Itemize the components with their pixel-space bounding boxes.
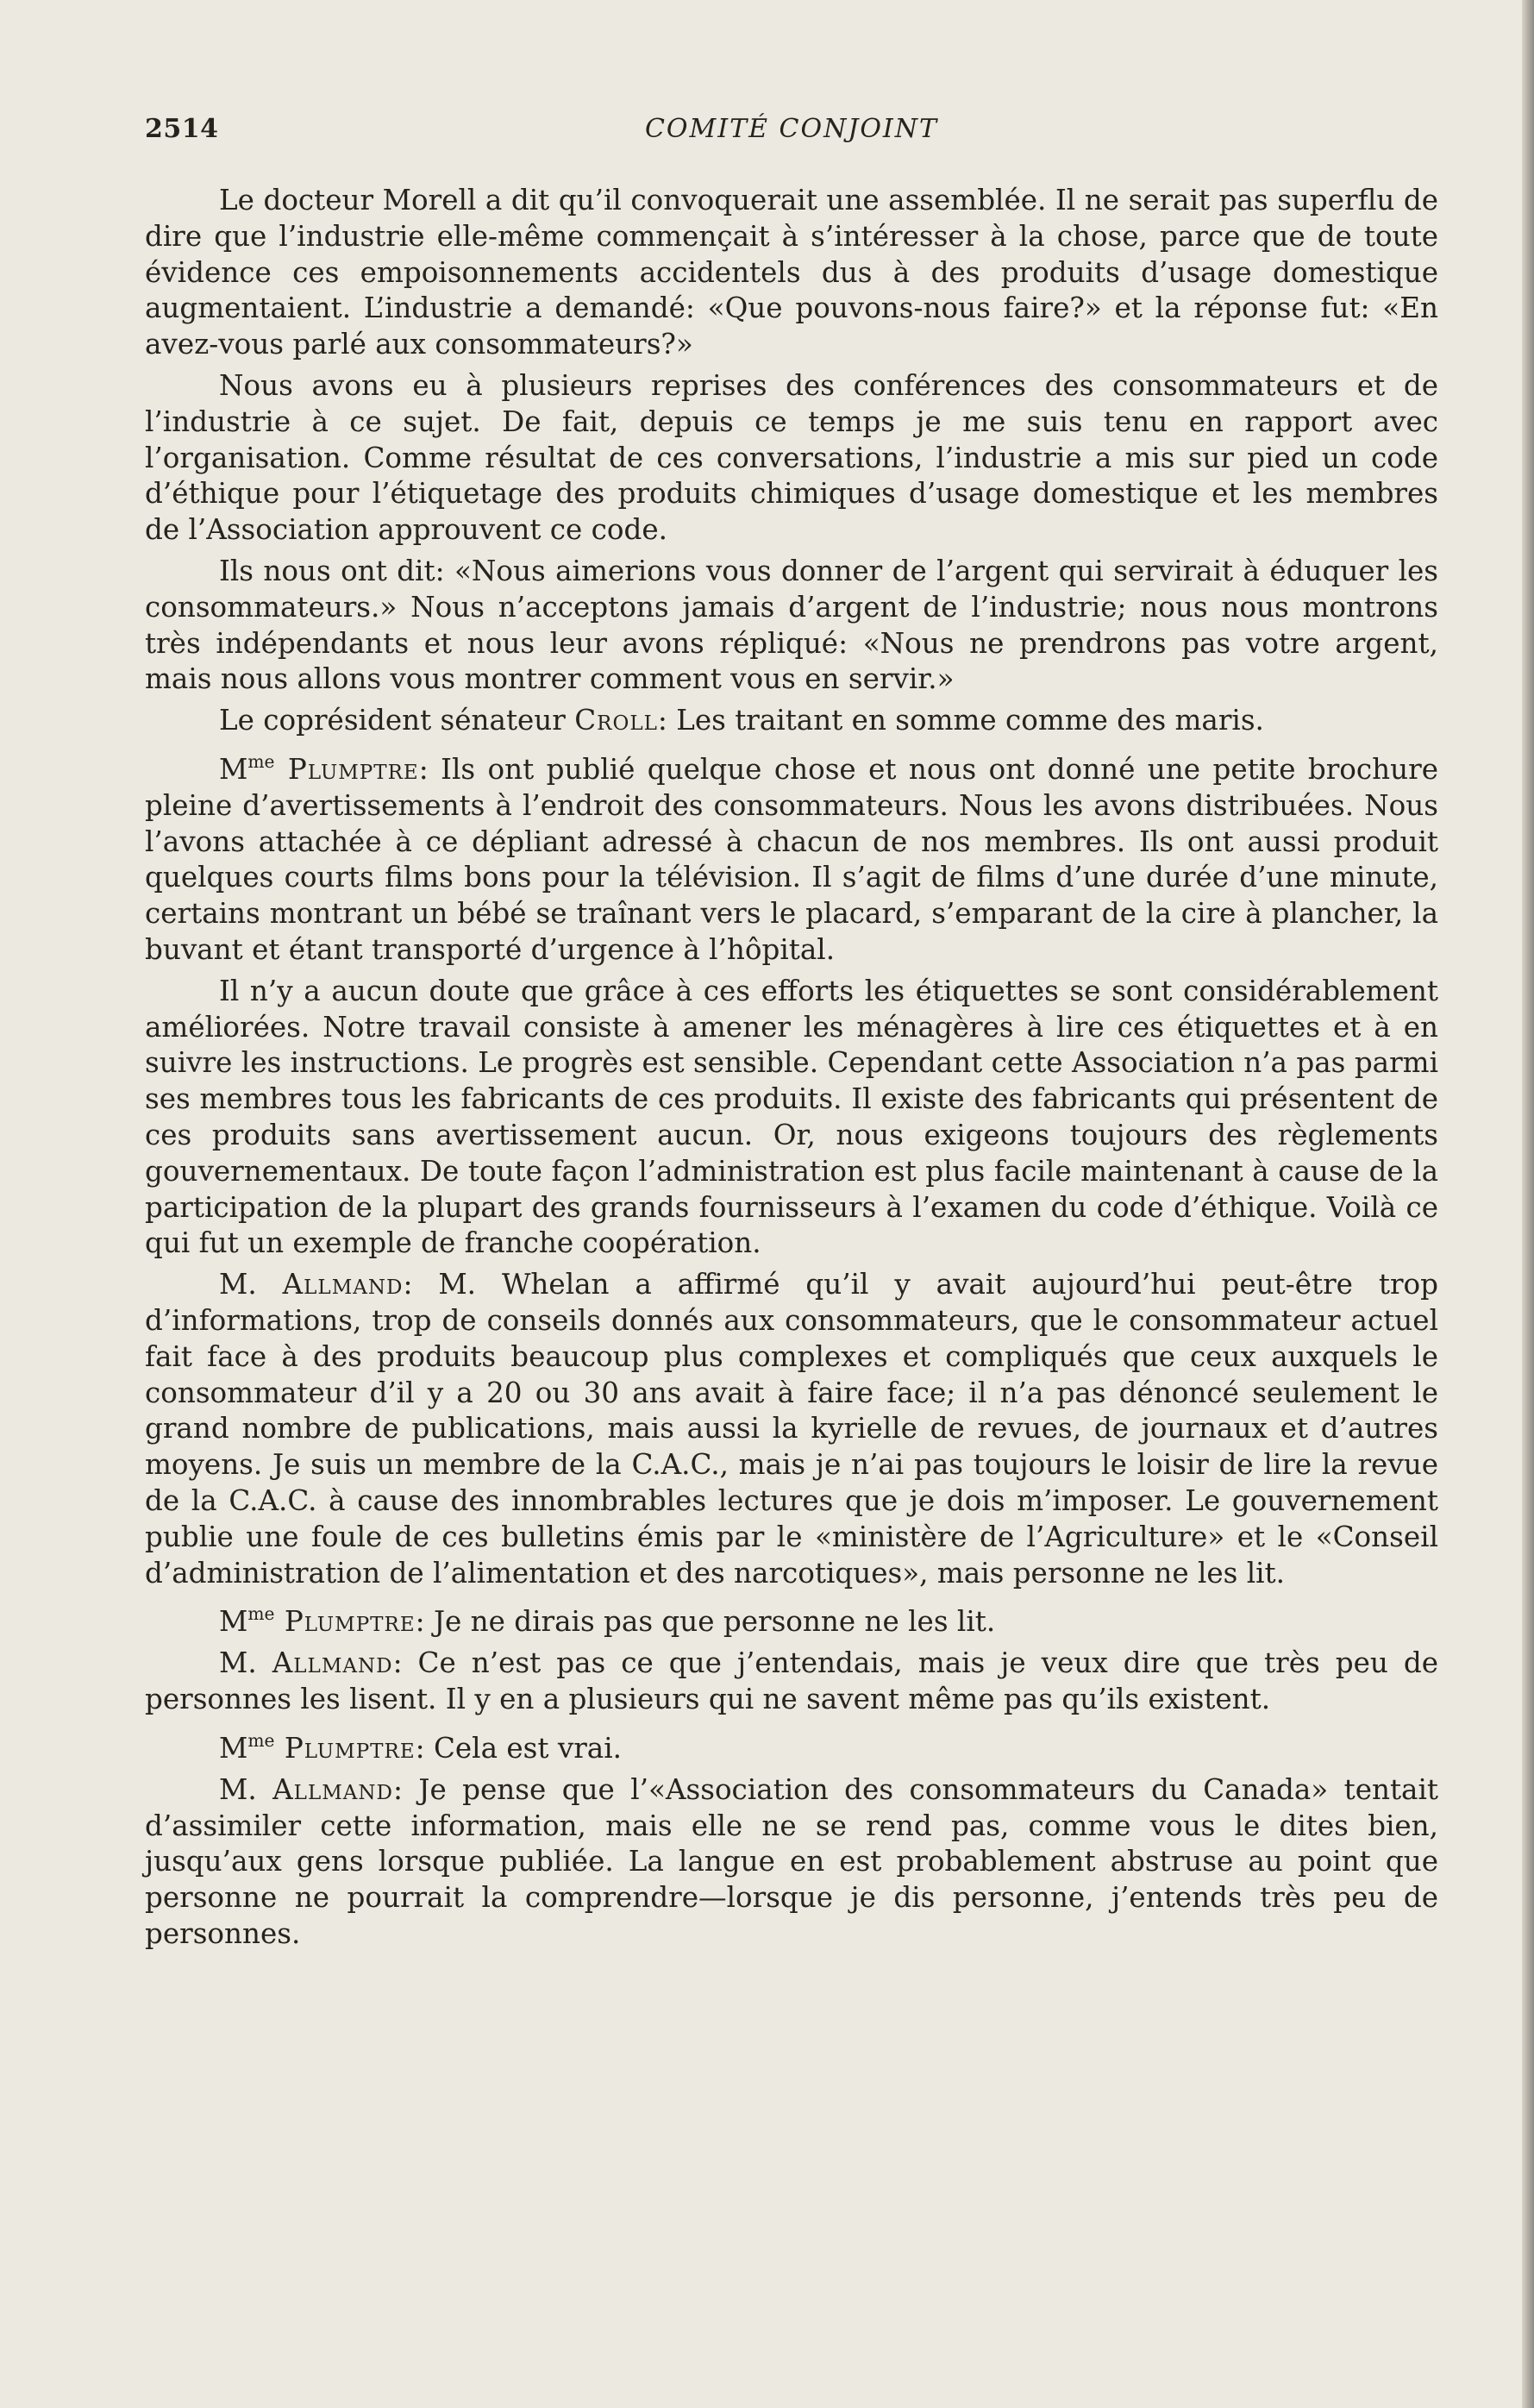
speaker-prefix: Le coprésident sénateur [219, 704, 575, 737]
speaker-prefix: M. [219, 1268, 283, 1301]
speaker-prefix: M [219, 1732, 248, 1765]
speaker-name: Croll [574, 704, 658, 737]
speech-plumptre [145, 1723, 1438, 1767]
paragraph-1 [145, 183, 1438, 363]
speaker-prefix: M. [219, 1646, 272, 1680]
speech-text: : Cela est vrai. [415, 1732, 622, 1765]
speaker-prefix: M [219, 1605, 248, 1639]
paragraph-2 [145, 368, 1438, 549]
speech-text: : M. Whelan a affirmé qu’il y avait aujourd’hui peut-être trop d’informations, trop de conseils donnés aux consommateurs, que le consommateur actuel fait face à des produits beaucoup plus complexes et compliqués que ceux auxquels le consommateur d’il y a 20 ou 30 ans avait à faire face; il n’a pas dénoncé seulement le grand nombre de publications, mais aussi la kyrielle de revues, de journaux et d’autres moyens. Je suis un membre de la C.A.C., mais je n’ai pas toujours le loisir de lire la revue de la C.A.C. à cause des innombrables lectures que je dois m’imposer. Le gouvernement publie une foule de ces bulletins émis par le «ministère de l’Agriculture» et le «Conseil d’administration de l’alimentation et des narcotiques», mais personne ne les lit. [145, 1268, 1438, 1590]
paragraph-text: Ils nous ont dit: «Nous aimerions vous donner de l’argent qui servirait à éduquer les consommateurs.» Nous n’acceptons jamais d’argent de l’industrie; nous nous montrons très indépendants et nous leur avons répliqué: «Nous ne prendrons pas votre argent, mais nous allons vous montrer comment vous en servir.» [145, 554, 1438, 696]
speaker-name: Plumptre [274, 1605, 416, 1639]
speech-allmand [145, 1646, 1438, 1718]
speaker-prefix: M. [219, 1772, 273, 1806]
paragraph-6 [145, 974, 1438, 1262]
speech-plumptre [145, 744, 1438, 969]
body-text [145, 183, 1438, 1958]
speaker-prefix: M [219, 753, 248, 787]
speaker-name: Allmand [282, 1268, 404, 1301]
speaker-honorific: me [247, 1729, 275, 1751]
speaker-name: Plumptre [274, 1732, 416, 1765]
speech-croll [145, 703, 1438, 739]
speech-plumptre [145, 1596, 1438, 1640]
speaker-honorific: me [247, 750, 275, 772]
speech-text: : Je pense que l’«Association des consommateurs du Canada» tentait d’assimiler cette information, mais elle ne se rend pas, comme vous le dites bien, jusqu’aux gens lorsque publiée. La langue en est probablement abstruse au point que personne ne pourrait la comprendre—lorsque je dis personne, j’entends très peu de personnes. [145, 1772, 1438, 1951]
speech-allmand [145, 1267, 1438, 1591]
speaker-name: Plumptre [274, 753, 419, 787]
paragraph-3 [145, 554, 1438, 698]
page-binding-edge [1522, 0, 1534, 2408]
paragraph-text: Il n’y a aucun doute que grâce à ces efforts les étiquettes se sont considérablement améliorées. Notre travail consiste à amener les ménagères à lire ces étiquettes et à en suivre les instructions. Le progrès est sensible. Cependant cette Association n’a pas parmi ses membres tous les fabricants de ces produits. Il existe des fabricants qui présentent de ces produits sans avertissement aucun. Or, nous exigeons toujours des règlements gouvernementaux. De toute façon l’administration est plus facile maintenant à cause de la participation de la plupart des grands fournisseurs à l’examen du code d’éthique. Voilà ce qui fut un exemple de franche coopération. [145, 974, 1438, 1260]
speech-text: : Ce n’est pas ce que j’entendais, mais je veux dire que très peu de personnes les lisent. Il y en a plusieurs qui ne savent même pas qu’ils existent. [145, 1646, 1438, 1716]
page-number: 2514 [145, 114, 219, 144]
running-title: COMITÉ CONJOINT [644, 114, 939, 144]
paragraph-text: Nous avons eu à plusieurs reprises des conférences des consommateurs et de l’industrie à ce sujet. De fait, depuis ce temps je me suis tenu en rapport avec l’organisation. Comme résultat de ces conversations, l’industrie a mis sur pied un code d’éthique pour l’étiquetage des produits chimiques d’usage domestique et les membres de l’Association approuvent ce code. [145, 368, 1438, 547]
speaker-name: Allmand [272, 1772, 393, 1806]
paragraph-text: Le docteur Morell a dit qu’il convoquerait une assemblée. Il ne serait pas superflu de dire que l’industrie elle-même commençait à s’intéresser à la chose, parce que de toute évidence ces empoisonnements accidentels dus à des produits d’usage domestique augmentaient. L’industrie a demandé: «Que pouvons-nous faire?» et la réponse fut: «En avez-vous parlé aux consommateurs?» [145, 184, 1438, 361]
speech-allmand [145, 1772, 1438, 1953]
speech-text: : Je ne dirais pas que personne ne les lit. [415, 1605, 996, 1639]
speech-text: : Ils ont publié quelque chose et nous ont donné une petite brochure pleine d’avertissements à l’endroit des consommateurs. Nous les avons distribuées. Nous l’avons attachée à ce dépliant adressé à chacun de nos membres. Ils ont aussi produit quelques courts films bons pour la télévision. Il s’agit de films d’une durée d’une minute, certains montrant un bébé se traînant vers le placard, s’emparant de la cire à plancher, la buvant et étant transporté d’urgence à l’hôpital. [145, 753, 1438, 967]
speech-text: : Les traitant en somme comme des maris. [657, 704, 1264, 737]
page-header [145, 114, 1438, 155]
speaker-honorific: me [247, 1603, 275, 1625]
speaker-name: Allmand [272, 1646, 393, 1680]
